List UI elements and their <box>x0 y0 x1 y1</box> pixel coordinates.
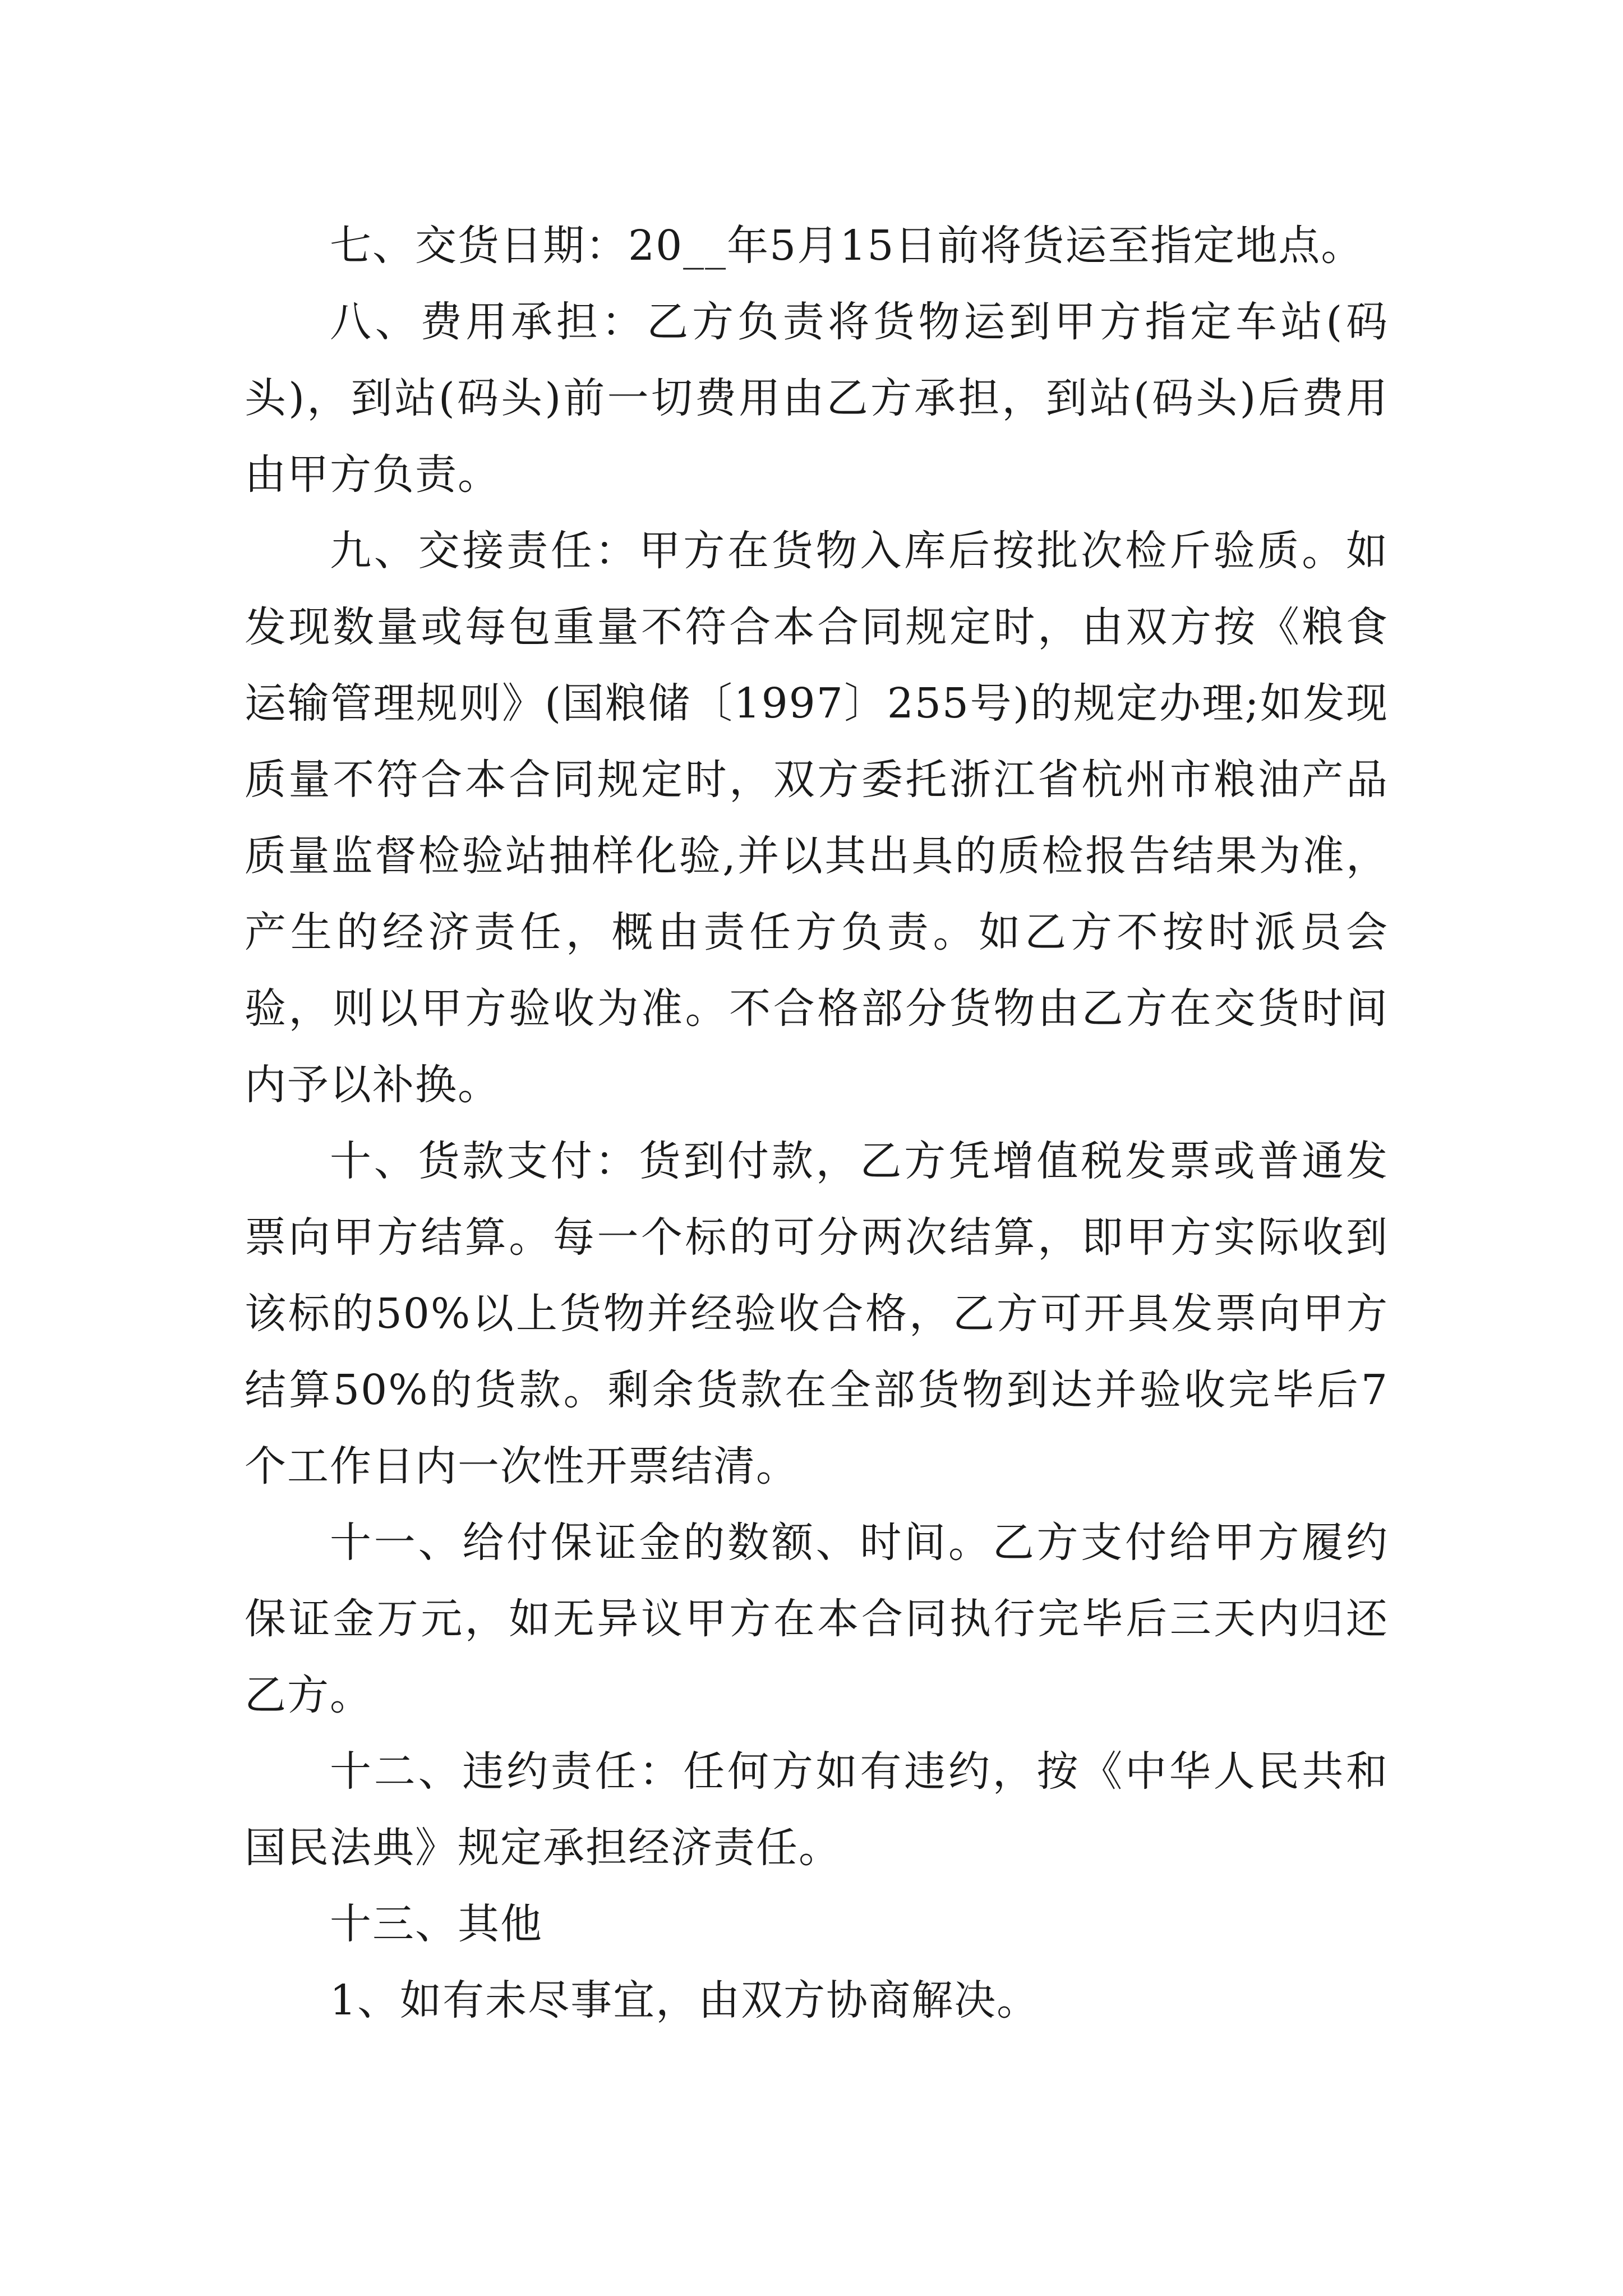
document-body <box>245 208 1389 2039</box>
clause-other-heading: 十三、其他 <box>330 1900 543 1948</box>
clause-other-item-1: 1、如有未尽事宜，由双方协商解决。 <box>330 1976 1040 2024</box>
clause-handover-responsibility: 九、交接责任：甲方在货物入库后按批次检斤验质。如发现数量或每包重量不符合本合同规定时，由双方按《粮食运输管理规则》(国粮储〔1997〕255号)的规定办理;如发现质量不符合本合同规定时，双方委托浙江省杭州市粮油产品质量监督检验站抽样化验,并以其出具的质检报告结果为准，产生的经济责任，概由责任方负责。如乙方不按时派员会验，则以甲方验收为准。不合格部分货物由乙方在交货时间内予以补换。 <box>245 527 1389 1109</box>
clause-payment: 十、货款支付：货到付款，乙方凭增值税发票或普通发票向甲方结算。每一个标的可分两次结算，即甲方实际收到该标的50%以上货物并经验收合格，乙方可开具发票向甲方结算50%的货款。剩余货款在全部货物到达并验收完毕后7个工作日内一次性开票结清。 <box>245 1137 1389 1490</box>
clause-cost-bearing: 八、费用承担：乙方负责将货物运到甲方指定车站(码头)，到站(码头)前一切费用由乙方承担，到站(码头)后费用由甲方负责。 <box>245 298 1389 499</box>
clause-delivery-date: 七、交货日期：20__年5月15日前将货运至指定地点。 <box>330 222 1364 270</box>
clause-breach: 十二、违约责任：任何方如有违约，按《中华人民共和国民法典》规定承担经济责任。 <box>245 1747 1389 1872</box>
clause-deposit: 十一、给付保证金的数额、时间。乙方支付给甲方履约保证金万元，如无异议甲方在本合同执行完毕后三天内归还乙方。 <box>245 1519 1389 1719</box>
